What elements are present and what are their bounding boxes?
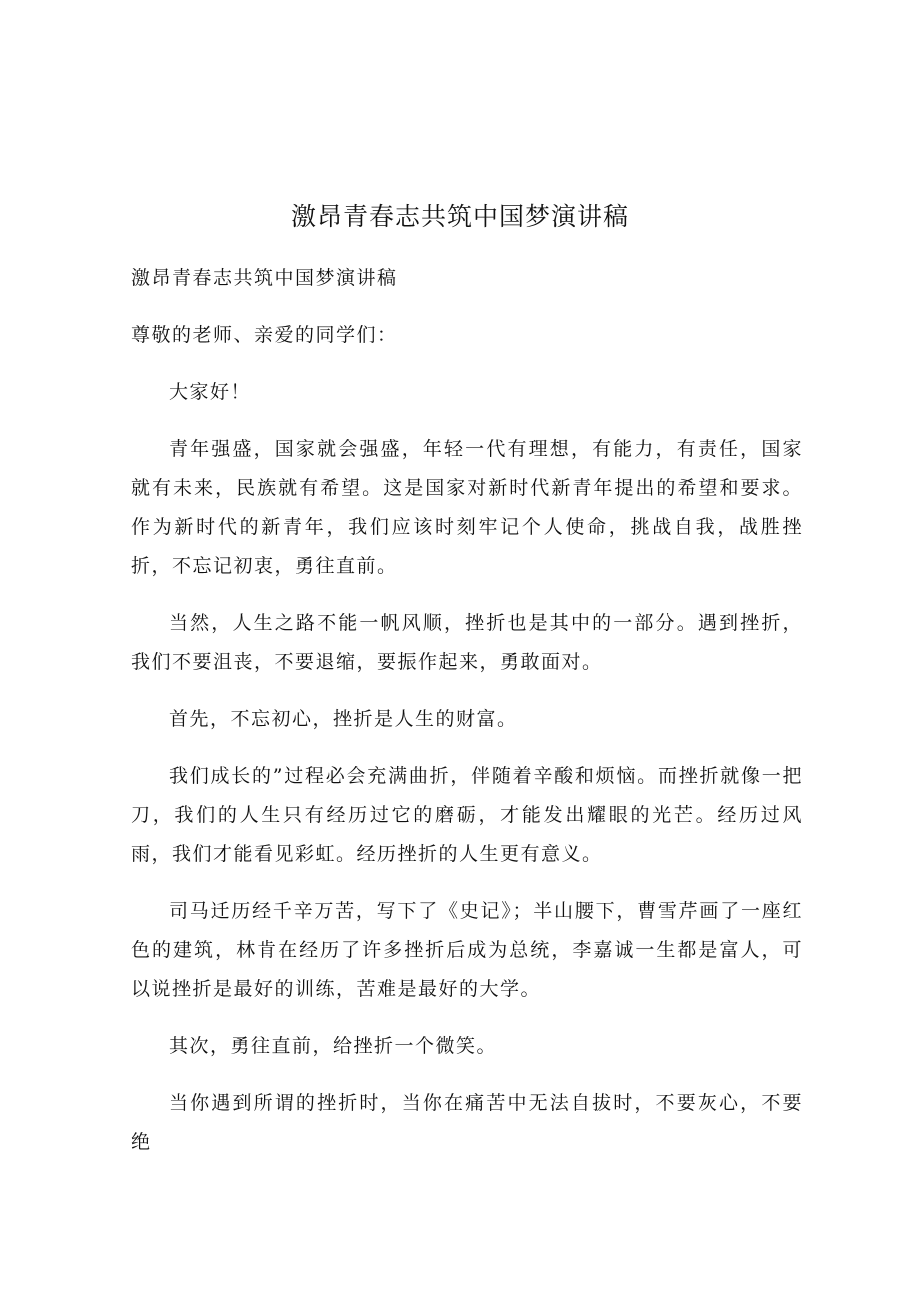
paragraph-salutation: 尊敬的老师、亲爱的同学们： <box>131 324 398 346</box>
paragraph-body: 其次，勇往直前，给挫折一个微笑。 <box>169 1035 498 1057</box>
document-title: 激昂青春志共筑中国梦演讲稿 <box>290 202 629 231</box>
paragraph-body: 青年强盛，国家就会强盛，年轻一代有理想，有能力，有责任，国家就有未来，民族就有希望。这是国家对新时代新青年提出的希望和要求。作为新时代的新青年，我们应该时刻牢记个人使命，挑战自我，战胜挫折，不忘记初衷，勇往直前。 <box>131 438 803 577</box>
paragraph-body: 首先，不忘初心，挫折是人生的财富。 <box>169 708 518 730</box>
paragraph-subtitle: 激昂青春志共筑中国梦演讲稿 <box>131 267 398 289</box>
paragraph-body: 当你遇到所谓的挫折时，当你在痛苦中无法自拔时，不要灰心，不要绝 <box>131 1092 803 1153</box>
paragraph-greeting: 大家好！ <box>169 381 252 403</box>
paragraph-body: 我们成长的”过程必会充满曲折，伴随着辛酸和烦恼。而挫折就像一把刀，我们的人生只有经历过它的磨砺，才能发出耀眼的光芒。经历过风雨，我们才能看见彩虹。经历挫折的人生更有意义。 <box>131 765 803 865</box>
paragraph-body: 司马迁历经千辛万苦，写下了《史记》；半山腰下，曹雪芹画了一座红色的建筑，林肯在经历了许多挫折后成为总统，李嘉诚一生都是富人，可以说挫折是最好的训练，苦难是最好的大学。 <box>131 900 803 1000</box>
document-body <box>131 259 803 1180</box>
paragraph-body: 当然，人生之路不能一帆风顺，挫折也是其中的一部分。遇到挫折，我们不要沮丧，不要退缩，要振作起来，勇敢面对。 <box>131 612 803 673</box>
